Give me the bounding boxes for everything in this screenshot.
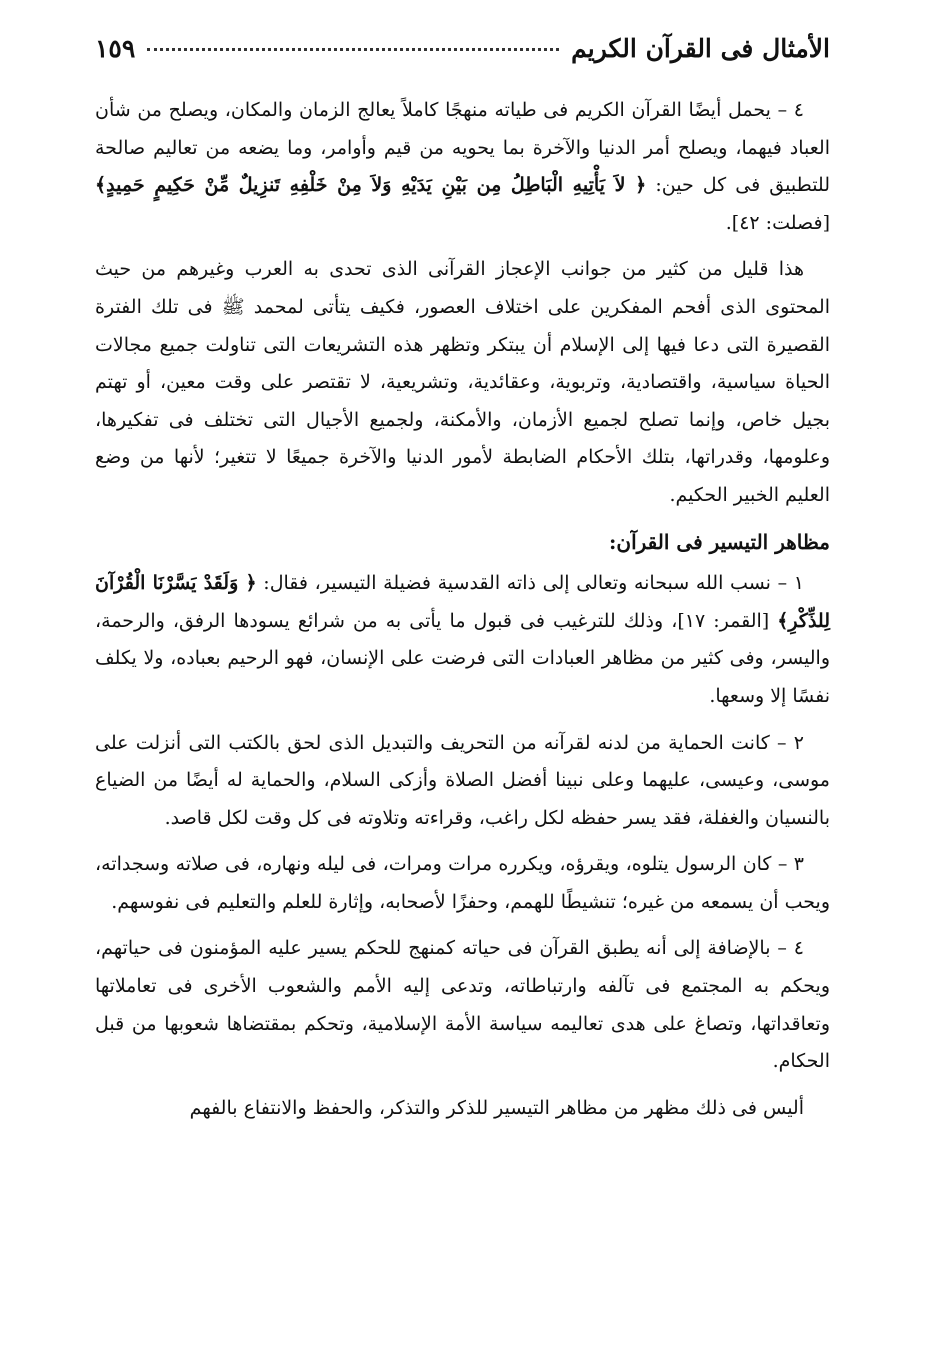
paragraph: [95, 846, 830, 921]
text-run: هذا قليل من كثير من جوانب الإعجاز القرآنى الذى تحدى به العرب وغيرهم من حيث المحتوى الذى أفحم المفكرين على اختلاف العصور، فكيف يتأتى لمحمد ﷺ فى تلك الفترة القصيرة التى دعا فيها إلى الإسلام أن يبتكر وتظهر هذه التشريعات التى تناولت جميع مجالات الحياة سياسية، واقتصادية، وتربوية، وعقائدية، وتشريعية، لا تقتصر على وقت معين، أو تهتم بجيل خاص، وإنما تصلح لجميع الأزمان، والأمكنة، ولجميع الأجيال التى تختلف فى تفكيرها، وعلومها، وقدراتها، بتلك الأحكام الضابطة لأمور الدنيا والآخرة جميعًا لا تتغير؛ لأنها من وضع العليم الخبير الحكيم.: [95, 258, 830, 506]
paragraph: [95, 565, 830, 715]
running-header: [95, 34, 830, 86]
running-title: الأمثال فى القرآن الكريم: [571, 34, 830, 63]
quran-verse: ﴿ لاَ يَأْتِيهِ الْبَاطِلُ مِن بَيْنِ يَدَيْهِ وَلاَ مِنْ خَلْفِهِ تَنزِيلٌ مِّنْ حَكِيمٍ حَمِيدٍ﴾: [95, 174, 647, 197]
book-page: [95, 34, 830, 1344]
text-run: أليس فى ذلك مظهر من مظاهر التيسير للذكر والتذكر، والحفظ والانتفاع بالفهم: [189, 1096, 804, 1119]
dotted-leader: [147, 48, 559, 51]
text-run: ٤ – يحمل أيضًا القرآن الكريم فى طياته منهجًا كاملاً يعالج الزمان والمكان، ويصلح من شأن العباد فيهما، ويصلح أمر الدنيا والآخرة بما يحويه من قيم وأوامر، وما يضعه من تعاليم صالحة للتطبيق فى كل حين:: [95, 99, 831, 197]
quran-verse: ﴿ وَلَقَدْ يَسَّرْنَا الْقُرْآنَ لِلذِّكْرِ﴾: [95, 572, 830, 632]
paragraph: [95, 725, 830, 838]
paragraph: [95, 251, 830, 514]
paragraph: [95, 92, 830, 242]
text-run: ٤ – بالإضافة إلى أنه يطبق القرآن فى حياته كمنهج للحكم يسير عليه المؤمنون فى حياتهم، ويحكم به المجتمع فى تآلفه وارتباطاته، وتدعى إليه الأمم والشعوب الأخرى فى تعاملاتها وتعاقداتها، وتصاغ على هدى تعاليمه سياسة الأمة الإسلامية، وتحكم بمقتضاها شعوبها من قبل الحكام.: [95, 937, 830, 1073]
text-run: ٣ – كان الرسول يتلوه، ويقرؤه، ويكرره مرات ومرات، فى ليله ونهاره، فى صلاته وسجداته، ويحب أن يسمعه من غيره؛ تنشيطًا للهمم، وحفزًا لأصحابه، وإثارة للعلم والتعليم فى نفوسهم.: [95, 853, 830, 913]
text-run: ٢ – كانت الحماية من لدنه لقرآنه من التحريف والتبديل الذى لحق بالكتب التى أنزلت على موسى، وعيسى، عليهما وعلى نبينا أفضل الصلاة وأزكى السلام، والحماية له أيضًا من الضياع بالنسيان والغفلة، فقد يسر حفظه لكل راغب، وقراءته وتلاوته فى كل وقت لكل قاصد.: [95, 731, 830, 829]
page-body: [95, 92, 830, 1127]
text-run: [فصلت: ٤٢].: [725, 211, 830, 234]
page-number: ١٥٩: [95, 34, 136, 63]
text-run: [القمر: ١٧]، وذلك للترغيب فى قبول ما يأتى به من شرائع يسودها الرفق، والرحمة، واليسر، وفى كثير من مظاهر العبادات التى فرضت على الإنسان، فهو الرحيم بعباده، ولا يكلف نفسًا إلا وسعها.: [95, 609, 830, 707]
text-run: مظاهر التيسير فى القرآن:: [609, 529, 830, 554]
paragraph: [95, 930, 830, 1080]
paragraph: [95, 1090, 830, 1128]
section-heading: [95, 524, 830, 562]
text-run: ١ – نسب الله سبحانه وتعالى إلى ذاته القدسية فضيلة التيسير، فقال:: [256, 572, 804, 595]
